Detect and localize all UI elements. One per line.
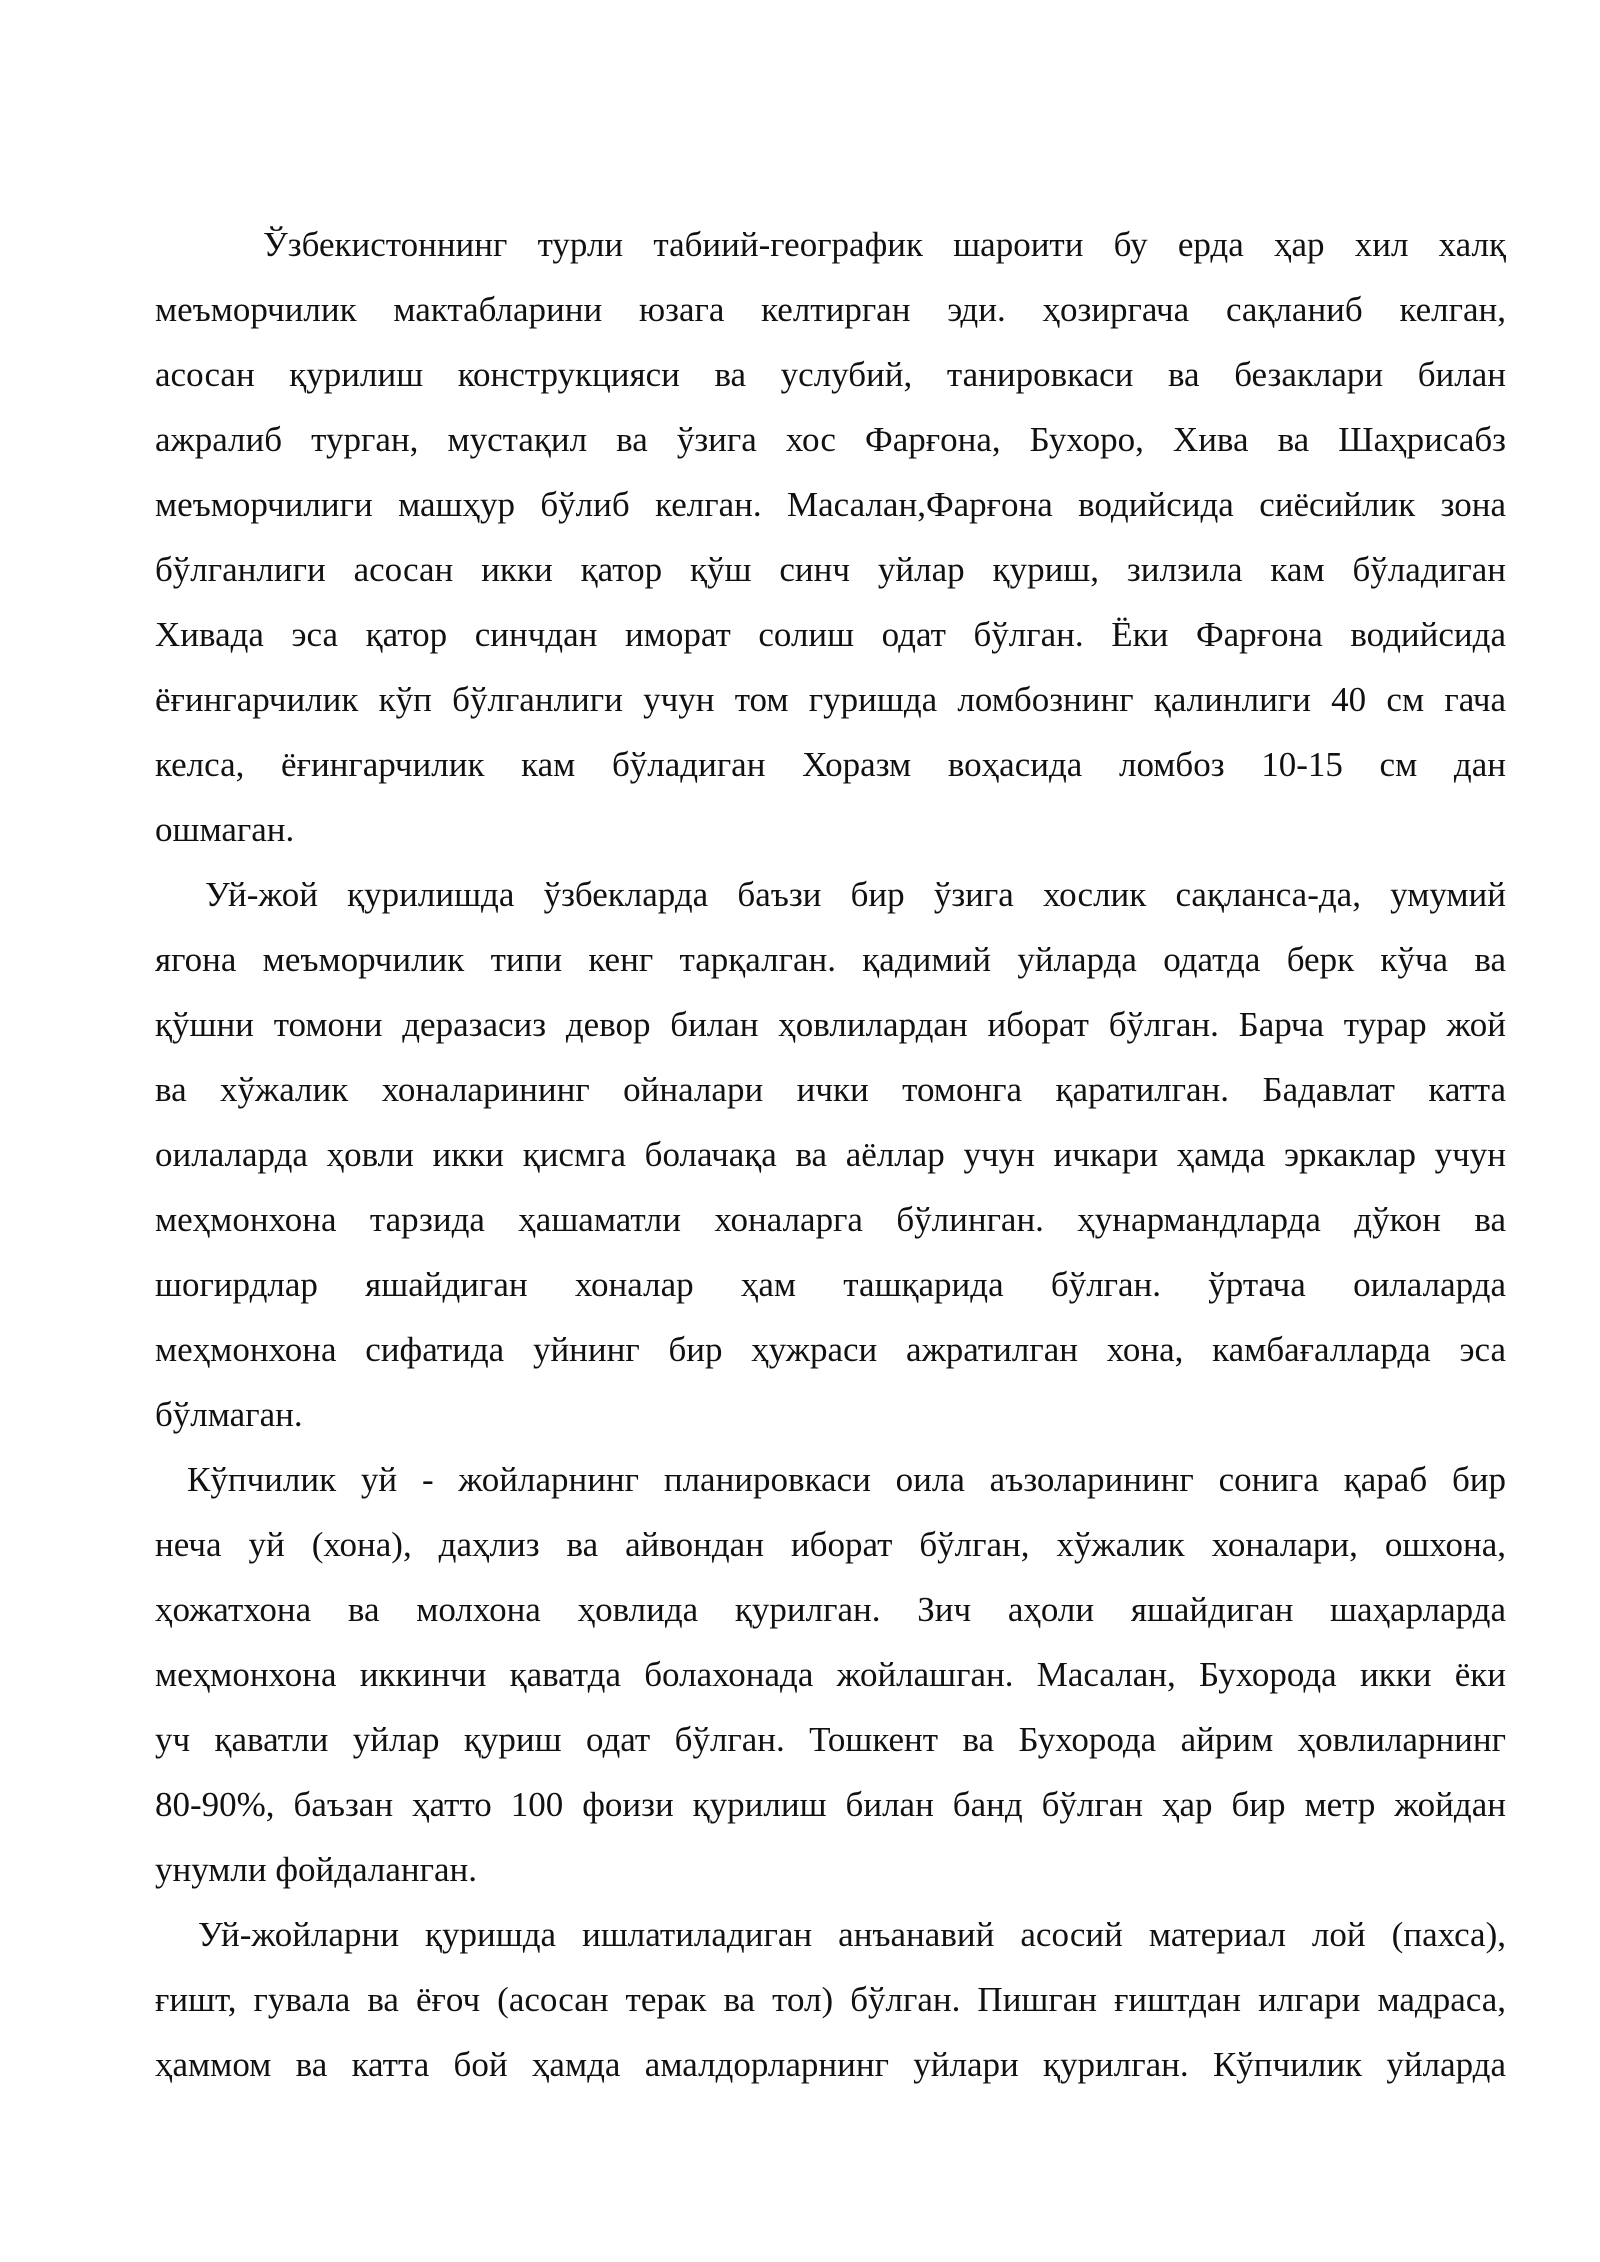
paragraph-2: [155, 862, 1506, 1447]
text-line: оилаларда ҳовли икки қисмга болачақа ва аёллар учун ичкари ҳамда эркаклар учун: [155, 1135, 1506, 1174]
text-line: бўлганлиги асосан икки қатор қўш синч уйлар қуриш, зилзила кам бўладиган: [155, 550, 1506, 589]
text-line: келса, ёғингарчилик кам бўладиган Хоразм воҳасида ломбоз 10-15 см дан: [155, 745, 1506, 784]
text-line: меҳмонхона сифатида уйнинг бир ҳужраси ажратилган хона, камбағалларда эса: [155, 1330, 1506, 1369]
paragraph-4: [155, 1902, 1506, 2097]
text-line: Хивада эса қатор синчдан иморат солиш одат бўлган. Ёки Фарғона водийсида: [155, 615, 1506, 654]
text-line: ҳожатхона ва молхона ҳовлида қурилган. Зич аҳоли яшайдиган шаҳарларда: [155, 1590, 1506, 1629]
text-line: шогирдлар яшайдиган хоналар ҳам ташқарида бўлган. ўртача оилаларда: [155, 1265, 1506, 1304]
text-line: ошмаган.: [155, 810, 295, 849]
text-line: уч қаватли уйлар қуриш одат бўлган. Тошкент ва Бухорода айрим ҳовлиларнинг: [155, 1720, 1506, 1759]
text-line: ёғингарчилик кўп бўлганлиги учун том гуришда ломбознинг қалинлиги 40 см гача: [155, 680, 1506, 719]
text-line: меҳмонхона тарзида ҳашаматли хоналарга бўлинган. ҳунармандларда дўкон ва: [155, 1200, 1506, 1239]
text-line: 80-90%, баъзан ҳатто 100 фоизи қурилиш билан банд бўлган ҳар бир метр жойдан: [155, 1785, 1506, 1824]
text-line: ва хўжалик хоналарининг ойналари ички томонга қаратилган. Бадавлат катта: [155, 1070, 1506, 1109]
text-line: меъморчилик мактабларини юзага келтирган эди. ҳозиргача сақланиб келган,: [155, 290, 1506, 329]
text-line: Кўпчилик уй - жойларнинг планировкаси оила аъзоларининг сонига қараб бир: [187, 1460, 1506, 1499]
text-line: Уй-жой қурилишда ўзбекларда баъзи бир ўзига хослик сақланса-да, умумий: [205, 875, 1506, 914]
text-line: Ўзбекистоннинг турли табиий-географик шароити бу ерда ҳар хил халқ: [263, 225, 1506, 264]
text-line: ғишт, гувала ва ёғоч (асосан терак ва тол) бўлган. Пишган ғиштдан илгари мадраса,: [155, 1980, 1506, 2019]
paragraph-3: [155, 1447, 1506, 1902]
text-line: ажралиб турган, мустақил ва ўзига хос Фарғона, Бухоро, Хива ва Шаҳрисабз: [155, 420, 1506, 459]
text-line: ягона меъморчилик типи кенг тарқалган. қадимий уйларда одатда берк кўча ва: [155, 940, 1506, 979]
text-line: асосан қурилиш конструкцияси ва услубий, таниpовкаси ва безаклари билан: [155, 355, 1506, 394]
text-line: бўлмаган.: [155, 1395, 303, 1434]
text-line: Уй-жойларни қуришда ишлатиладиган анъанавий асосий материал лой (пахса),: [198, 1915, 1506, 1954]
text-line: қўшни томони деразасиз девор билан ҳовлилардан иборат бўлган. Барча турар жой: [155, 1005, 1506, 1044]
document-page: [155, 212, 1506, 2097]
text-line: меъморчилиги машҳур бўлиб келган. Масалан,Фарғона водийсида сиёсийлик зона: [155, 485, 1506, 524]
text-line: меҳмонхона иккинчи қаватда болахонада жойлашган. Масалан, Бухорода икки ёки: [155, 1655, 1506, 1694]
paragraph-1: [155, 212, 1506, 862]
text-line: ҳаммом ва катта бой ҳамда амалдорларнинг уйлари қурилган. Кўпчилик уйларда: [155, 2045, 1506, 2084]
text-line: неча уй (хона), даҳлиз ва айвондан иборат бўлган, хўжалик хоналари, ошхона,: [155, 1525, 1506, 1564]
text-line: унумли фойдаланган.: [155, 1850, 478, 1889]
